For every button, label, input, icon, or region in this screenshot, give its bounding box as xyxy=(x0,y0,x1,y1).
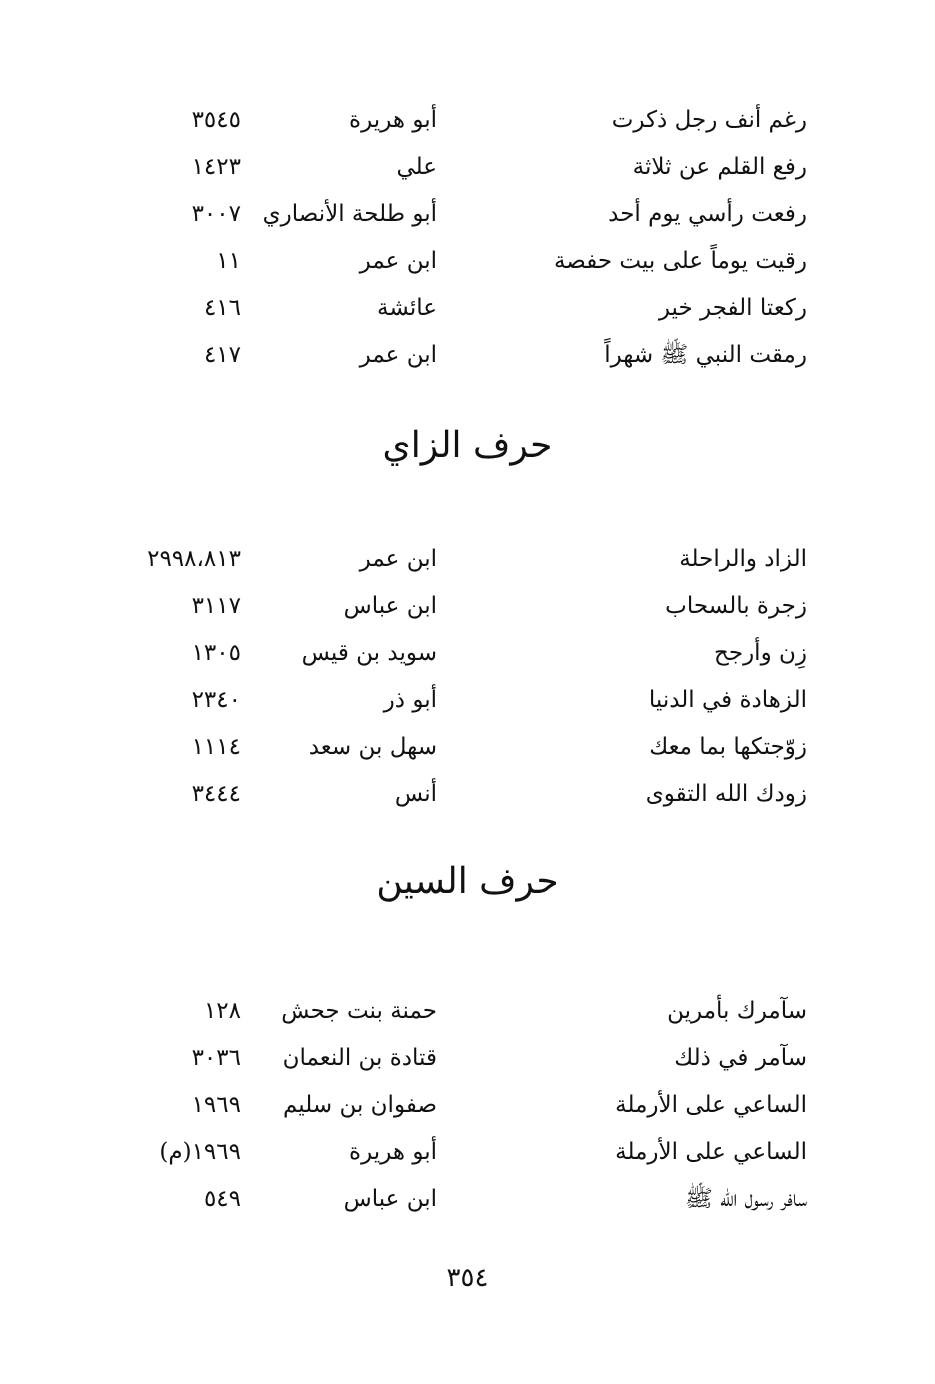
hadith-number: ١٤٢٣ xyxy=(191,154,241,180)
section-heading-zay: حرف الزاي xyxy=(382,425,553,466)
hadith-number: ٥٤٩ xyxy=(203,1186,241,1212)
narrator: ابن عمر xyxy=(359,248,437,274)
narrator: عائشة xyxy=(377,295,437,321)
hadith-text: زودك الله التقوى xyxy=(645,781,807,807)
narrator: أبو هريرة xyxy=(349,1139,437,1165)
hadith-text: الساعي على الأرملة xyxy=(615,1092,807,1118)
narrator: ابن عمر xyxy=(359,546,437,572)
list-item xyxy=(0,638,935,685)
hadith-number: ١١ xyxy=(216,248,241,274)
hadith-text: زِن وأرجح xyxy=(714,640,807,666)
hadith-number: ٣٤٤٤ xyxy=(191,781,241,807)
narrator: أبو ذر xyxy=(383,687,437,713)
hadith-text: الزهادة في الدنيا xyxy=(648,687,807,713)
list-item xyxy=(0,779,935,826)
list-item xyxy=(0,1090,935,1137)
hadith-text: الزاد والراحلة xyxy=(679,546,807,572)
narrator: أبو هريرة xyxy=(349,107,437,133)
hadith-number: ٣٠٣٦ xyxy=(191,1045,241,1071)
list-item xyxy=(0,246,935,293)
hadith-text: سآمرك بأمرين xyxy=(667,998,807,1024)
hadith-text: الساعي على الأرملة xyxy=(615,1139,807,1165)
hadith-text: زوّجتكها بما معك xyxy=(649,734,807,760)
hadith-number: ٢٣٤٠ xyxy=(191,687,241,713)
list-item xyxy=(0,340,935,387)
list-item xyxy=(0,544,935,591)
list-item xyxy=(0,1043,935,1090)
hadith-number: ٢٩٩٨،٨١٣ xyxy=(147,546,241,572)
list-item xyxy=(0,685,935,732)
hadith-number: ١١١٤ xyxy=(191,734,241,760)
narrator: أنس xyxy=(394,781,437,807)
hadith-number: ١٢٨ xyxy=(203,998,241,1024)
hadith-number: ٣١١٧ xyxy=(191,593,241,619)
narrator: أبو طلحة الأنصاري xyxy=(262,201,437,227)
hadith-text: رمقت النبي ﷺ شهراً xyxy=(604,342,807,368)
hadith-number: ١٩٦٩ xyxy=(191,1092,241,1118)
hadith-number: ٤١٦ xyxy=(203,295,241,321)
hadith-number: ٤١٧ xyxy=(203,342,241,368)
hadith-text: سآمر في ذلك xyxy=(674,1045,807,1071)
hadith-number: ٣٠٠٧ xyxy=(191,201,241,227)
list-item xyxy=(0,199,935,246)
section-zay xyxy=(0,544,935,826)
hadith-text: رفعت رأسي يوم أحد xyxy=(608,201,807,227)
hadith-text: رقيت يوماً على بيت حفصة xyxy=(553,248,807,274)
hadith-number: ١٩٦٩(م) xyxy=(159,1139,241,1165)
narrator: ابن عباس xyxy=(343,593,437,619)
hadith-text: زجرة بالسحاب xyxy=(665,593,807,619)
list-item xyxy=(0,732,935,779)
list-item xyxy=(0,105,935,152)
list-item xyxy=(0,591,935,638)
section-heading-seen: حرف السين xyxy=(376,861,559,902)
hadith-text: رغم أنف رجل ذكرت xyxy=(611,107,807,133)
hadith-text: سافر رسول الله ﷺ xyxy=(684,1186,807,1212)
narrator: صفوان بن سليم xyxy=(283,1092,437,1118)
narrator: علي xyxy=(396,154,437,180)
hadith-number: ٣٥٤٥ xyxy=(191,107,241,133)
hadith-number: ١٣٠٥ xyxy=(191,640,241,666)
list-item xyxy=(0,152,935,199)
hadith-text: ركعتا الفجر خير xyxy=(658,295,807,321)
list-item xyxy=(0,1184,935,1231)
page-number: ٣٥٤ xyxy=(446,1263,489,1293)
section-ra xyxy=(0,105,935,387)
narrator: حمنة بنت جحش xyxy=(281,998,437,1024)
list-item xyxy=(0,996,935,1043)
narrator: ابن عمر xyxy=(359,342,437,368)
narrator: سهل بن سعد xyxy=(308,734,437,760)
section-seen xyxy=(0,996,935,1231)
list-item xyxy=(0,1137,935,1184)
hadith-text: رفع القلم عن ثلاثة xyxy=(632,154,807,180)
narrator: قتادة بن النعمان xyxy=(282,1045,437,1071)
narrator: ابن عباس xyxy=(343,1186,437,1212)
narrator: سويد بن قيس xyxy=(301,640,437,666)
list-item xyxy=(0,293,935,340)
